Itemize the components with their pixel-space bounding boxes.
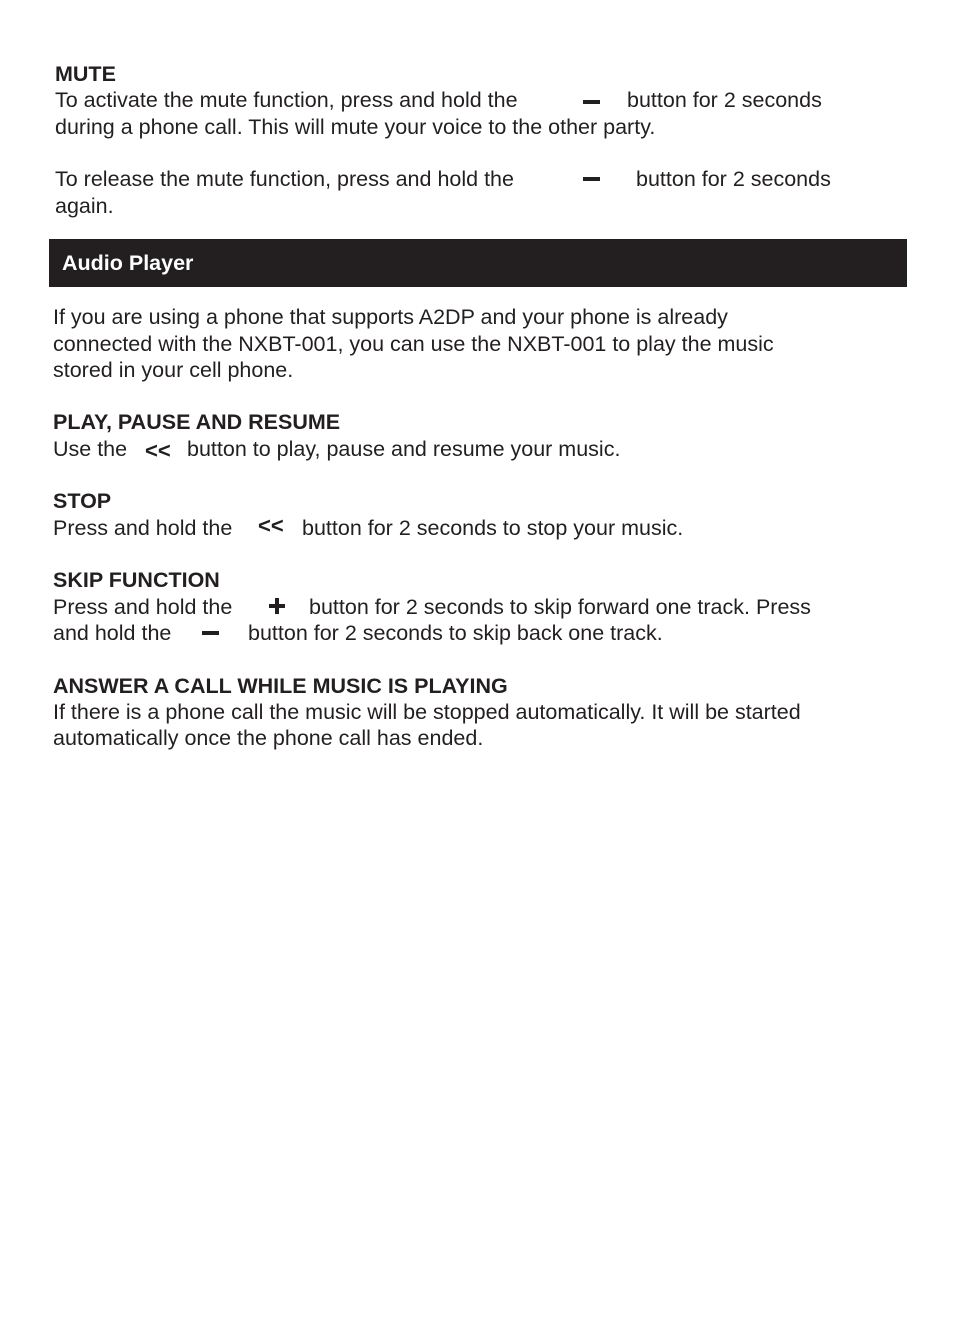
mute-release-text-1: To release the mute function, press and hold the <box>55 167 514 191</box>
skip-text-1-pre: Press and hold the <box>53 595 233 619</box>
stop-text-post: button for 2 seconds to stop your music. <box>302 516 684 540</box>
minus-icon <box>583 100 600 104</box>
mute-activate-text-1: To activate the mute function, press and hold the <box>55 88 518 112</box>
mute-activate-text-2: during a phone call. This will mute your voice to the other party. <box>55 115 656 139</box>
play-text-post: button to play, pause and resume your music. <box>187 437 621 461</box>
intro-text-1: If you are using a phone that supports A2DP and your phone is already <box>53 305 728 329</box>
minus-icon <box>202 631 219 635</box>
skip-text-2-post: button for 2 seconds to skip back one track. <box>248 621 663 645</box>
skip-text-2-pre: and hold the <box>53 621 172 645</box>
plus-icon <box>269 598 285 614</box>
answer-heading: ANSWER A CALL WHILE MUSIC IS PLAYING <box>53 674 508 698</box>
double-chevron-left-icon: << <box>145 438 171 463</box>
mute-release-text-1b: button for 2 seconds <box>636 167 831 191</box>
stop-text-pre: Press and hold the <box>53 516 233 540</box>
stop-heading: STOP <box>53 489 112 513</box>
answer-text-2: automatically once the phone call has ended. <box>53 726 484 750</box>
play-heading: PLAY, PAUSE AND RESUME <box>53 410 341 434</box>
section-title: Audio Player <box>62 251 194 275</box>
play-text-pre: Use the <box>53 437 128 461</box>
skip-text-1-post: button for 2 seconds to skip forward one track. Press <box>309 595 811 619</box>
mute-activate-text-1b: button for 2 seconds <box>627 88 822 112</box>
double-chevron-left-icon: << <box>258 513 284 538</box>
minus-icon <box>583 177 600 181</box>
intro-text-3: stored in your cell phone. <box>53 358 294 382</box>
skip-heading: SKIP FUNCTION <box>53 568 220 592</box>
mute-heading: MUTE <box>55 62 116 86</box>
mute-release-text-2: again. <box>55 194 114 218</box>
section-header-audio-player <box>49 239 907 287</box>
intro-text-2: connected with the NXBT-001, you can use the NXBT-001 to play the music <box>53 332 774 356</box>
answer-text-1: If there is a phone call the music will be stopped automatically. It will be started <box>53 700 801 724</box>
